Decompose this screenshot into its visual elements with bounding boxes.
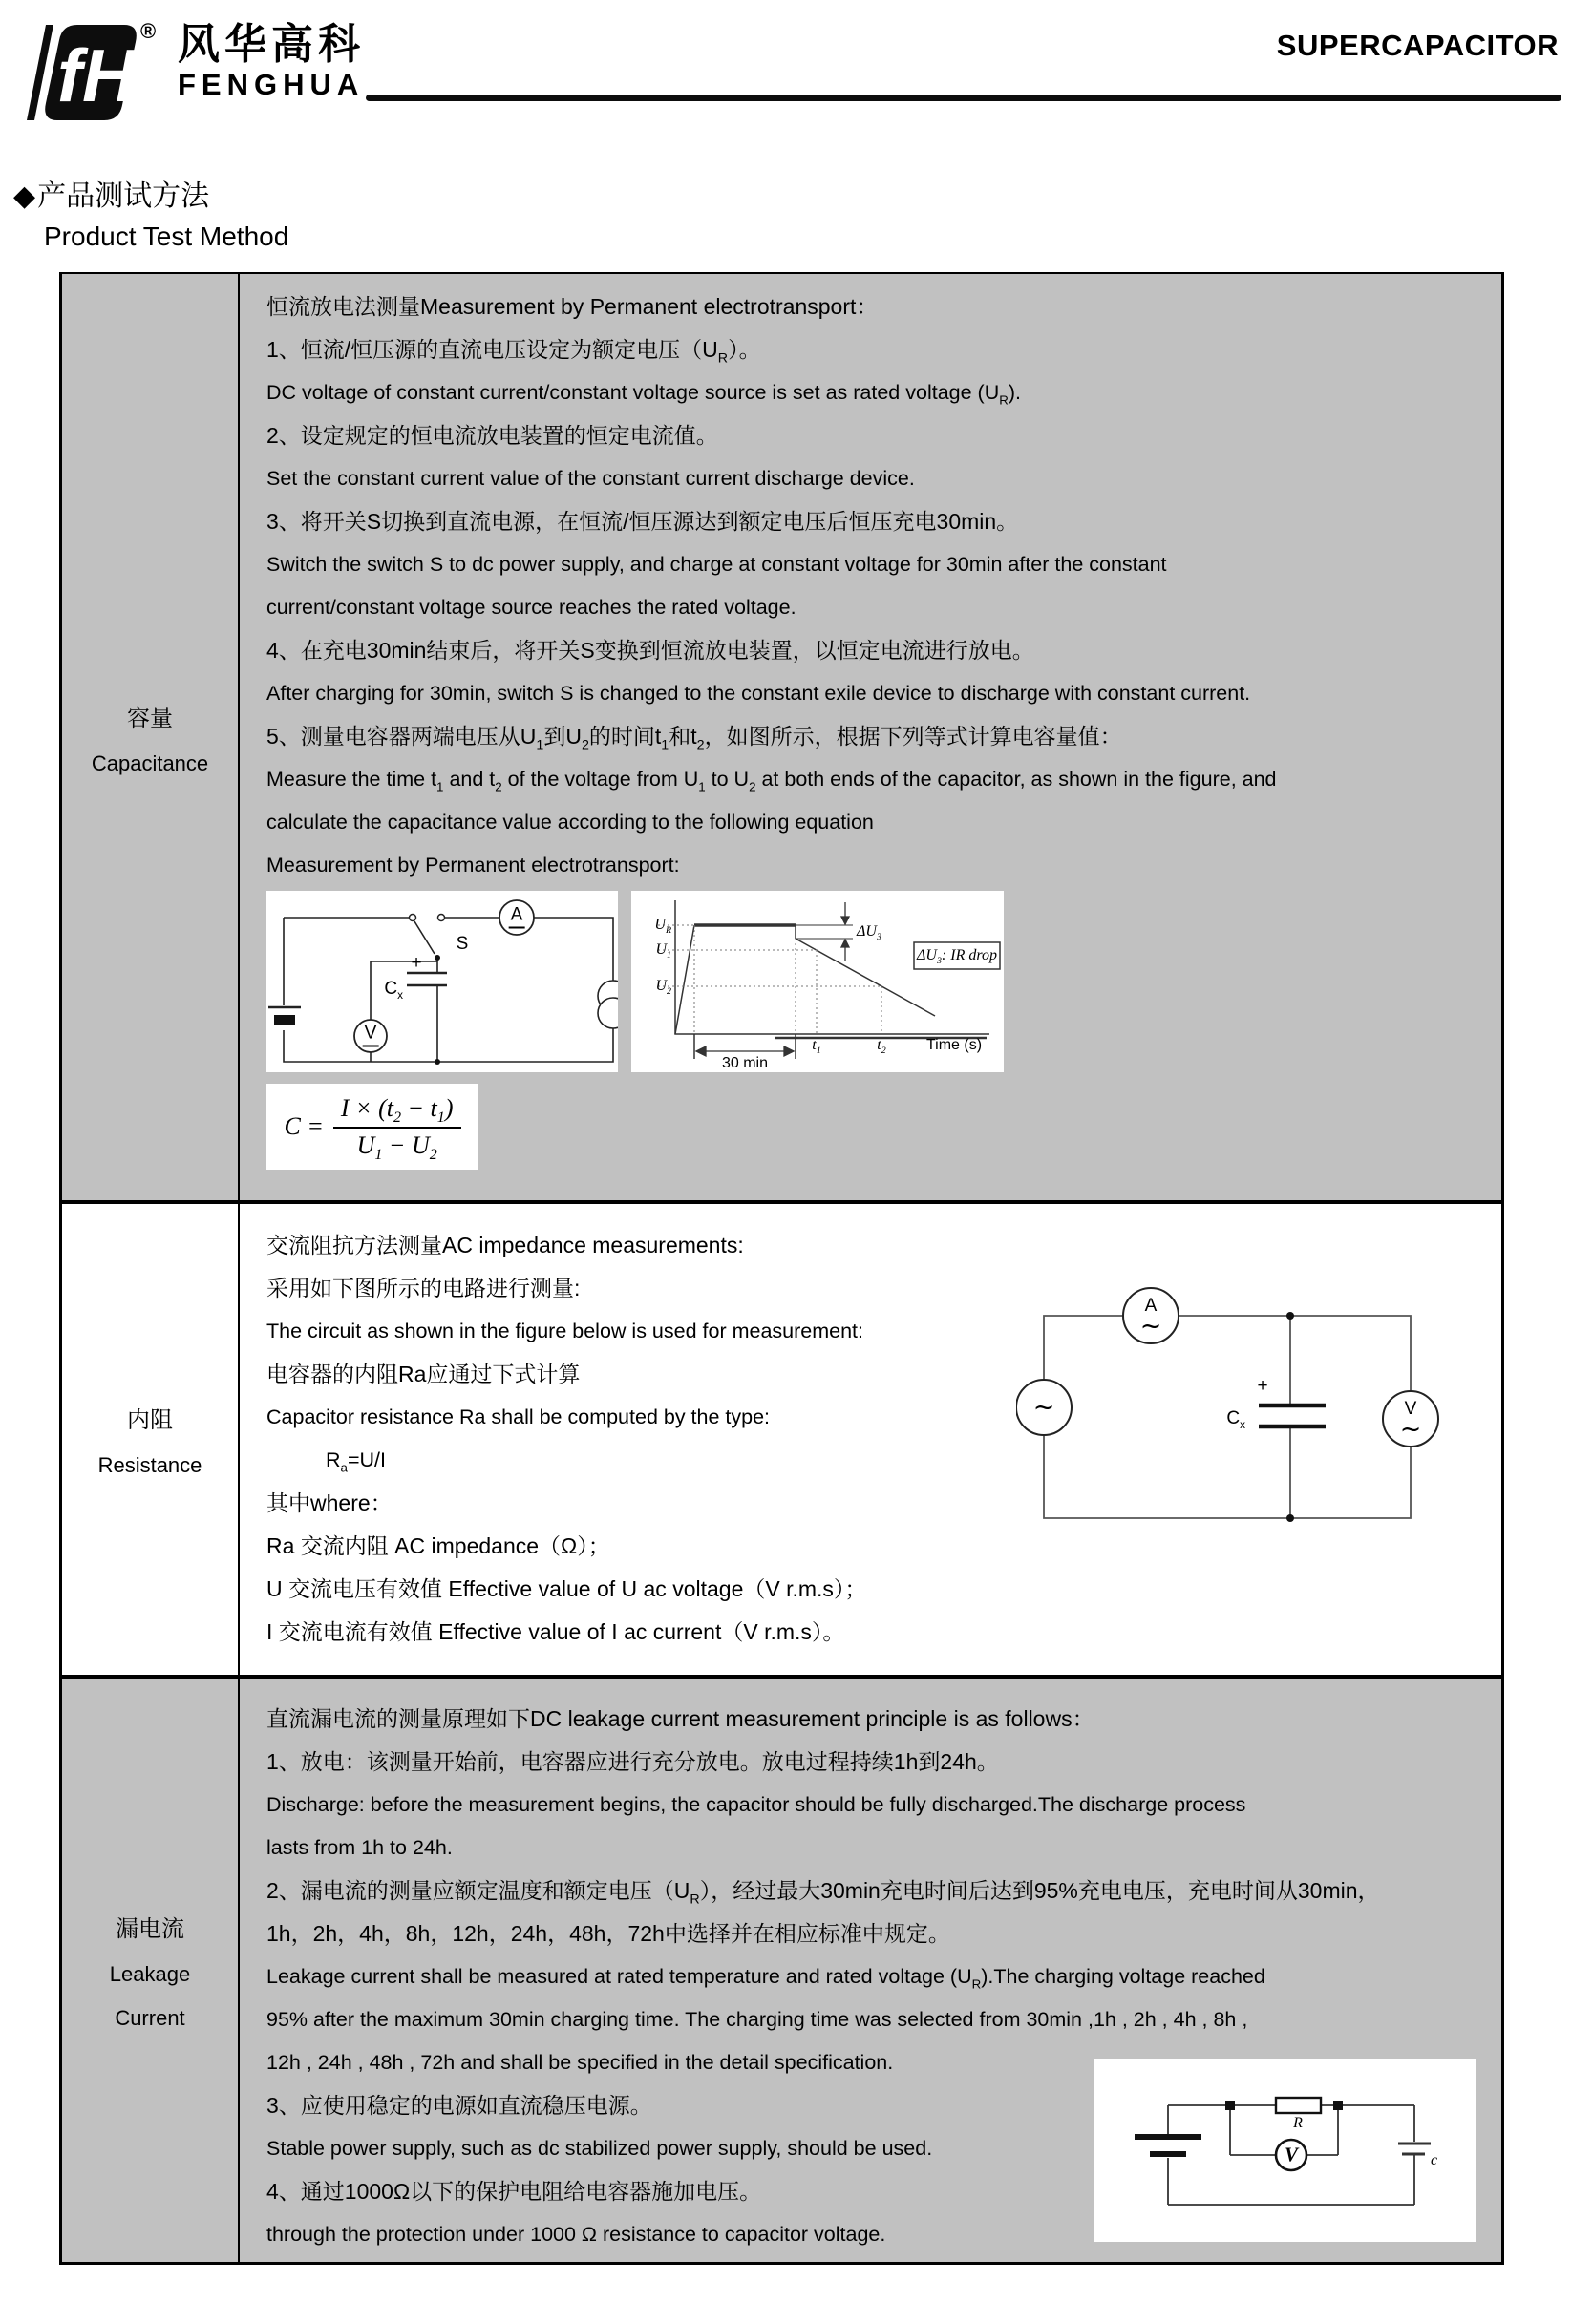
text-line: 恒流放电法测量Measurement by Permanent electrotransport： — [266, 294, 879, 319]
table-row-capacitance — [62, 274, 1501, 1200]
text-line: calculate the capacitance value according to the following equation — [266, 811, 874, 834]
row-label-resistance — [62, 1204, 240, 1675]
leakage-method-text — [240, 1679, 1501, 2262]
voltmeter-label: V — [363, 1024, 379, 1047]
graph-u2-label: $U_2$ — [655, 978, 671, 998]
formula-lhs: C = — [284, 1112, 324, 1140]
table-row-resistance — [62, 1200, 1501, 1675]
text-line: 5、测量电容器两端电压从$U_1$到$U_2$的时间$t_1$和$t_2$，如图所示，根据下列等式计算电容量值： — [266, 724, 1122, 753]
text-line: 直流漏电流的测量原理如下DC leakage current measurement principle is as follows： — [266, 1706, 1094, 1731]
capacitor-label: c — [1431, 2152, 1438, 2168]
header-divider — [366, 95, 1561, 101]
formula-numerator: $I \times (t_2 - t_1)$ — [333, 1094, 461, 1129]
text-line: Measurement by Permanent electrotransport: — [266, 854, 680, 877]
registered-trademark-icon: ® — [140, 19, 157, 43]
table-row-leakage-current — [62, 1675, 1501, 2262]
text-line: 3、应使用稳定的电源如直流稳压电源。 — [266, 2093, 652, 2118]
svg-text:fH: fH — [57, 33, 137, 117]
ammeter-label: A — [509, 905, 525, 929]
text-line: 其中where： — [266, 1490, 393, 1515]
text-line: through the protection under 1000 Ω resistance to capacitor voltage. — [266, 2223, 886, 2246]
text-line: Stable power supply, such as dc stabilized power supply, should be used. — [266, 2137, 933, 2160]
text-line: Leakage current shall be measured at rated temperature and rated voltage $(U_R).The$ charging voltage reached — [266, 1965, 1265, 1992]
circuit-shapes — [1016, 1279, 1450, 1528]
text-line: I 交流电流有效值 Effective value of I ac current（V r.m.s）。 — [266, 1619, 845, 1644]
voltmeter-label: V — [1404, 1399, 1417, 1419]
capacitor-label: $C_x$ — [384, 979, 403, 1002]
graph-ir-drop-label: $\Delta U_3$ — [857, 923, 881, 943]
logo-chinese-name: 风华高科 — [178, 21, 365, 68]
discharge-graph — [631, 891, 1004, 1072]
test-method-table — [59, 272, 1504, 2265]
graph-t2-label: $t_2$ — [877, 1037, 886, 1057]
text-line: 2、漏电流的测量应额定温度和额定电压$(U_R)$，经过最大30min充电时间后达到95%充电电压，充电时间从30min， — [266, 1878, 1380, 1908]
text-line: 2、设定规定的恒电流放电装置的恒定电流值。 — [266, 423, 718, 448]
circuit-shapes — [266, 891, 618, 1072]
text-line: current/constant voltage source reaches the rated voltage. — [266, 596, 796, 619]
text-line: 1、恒流/恒压源的直流电压设定为额定电压$(U_R)$。 — [266, 337, 761, 367]
row-label-en: Current — [115, 2006, 185, 2030]
ac-impedance-circuit-diagram — [1016, 1279, 1450, 1528]
row-label-zh: 漏电流 — [116, 1916, 184, 1942]
polarity-plus-label: + — [1257, 1376, 1268, 1396]
capacitance-paragraphs — [266, 285, 1484, 887]
fenghua-logo-glyph — [13, 21, 157, 120]
ac-wave-icon: ∼ — [1399, 1414, 1422, 1444]
text-line: 4、通过1000Ω以下的保护电阻给电容器施加电压。 — [266, 2179, 762, 2204]
graph-time-axis-label: Time (s) — [925, 1037, 983, 1053]
capacitance-formula — [266, 1084, 478, 1170]
text-line: 12h , 24h , 48h , 72h and shall be specified in the detail specification. — [266, 2051, 894, 2074]
switch-label: S — [456, 934, 469, 954]
row-label-zh: 内阻 — [127, 1407, 173, 1433]
voltmeter-label: V — [1284, 2143, 1299, 2166]
graph-ir-drop-note: $\Delta U_3$: IR drop — [917, 947, 997, 967]
graph-u1-label: $U_1$ — [655, 941, 671, 961]
text-line: Discharge: before the measurement begins, the capacitor should be fully discharged.The discharge process — [266, 1793, 1246, 1816]
capacitance-figures — [266, 891, 1484, 1072]
diamond-bullet-icon: ◆ — [13, 180, 36, 212]
graph-rated-voltage-label: $U_R$ — [654, 917, 671, 937]
text-line: The circuit as shown in the figure below is used for measurement: — [266, 1320, 863, 1342]
text-line: 1、放电：该测量开始前，电容器应进行充分放电。放电过程持续1h到24h。 — [266, 1749, 999, 1774]
graph-t1-label: $t_1$ — [812, 1037, 821, 1057]
fenghua-logo-icon — [13, 21, 157, 120]
row-label-en: Leakage — [109, 1962, 191, 1986]
ac-wave-icon: ∼ — [1139, 1311, 1162, 1341]
capacitor-label: $C_x$ — [1226, 1408, 1245, 1431]
row-label-leakage-current — [62, 1679, 240, 2262]
logo-latin-name: FENGHUA — [178, 68, 365, 101]
resistance-method-text — [240, 1204, 1501, 1675]
text-line: 交流阻抗方法测量AC impedance measurements: — [266, 1233, 744, 1257]
text-line: 95% after the maximum 30min charging time. The charging time was selected from 30min ,1h , 2h , 4h , 8h , — [266, 2008, 1248, 2031]
text-line: U 交流电压有效值 Effective value of U ac voltage（V r.m.s）； — [266, 1576, 867, 1601]
formula-fraction — [333, 1093, 461, 1163]
row-label-zh: 容量 — [127, 705, 173, 731]
ammeter-label: A — [1144, 1296, 1158, 1316]
text-line: DC voltage of constant current/constant voltage source is set as rated voltage $(U_R)$. — [266, 381, 1022, 408]
polarity-plus-label: + — [411, 953, 422, 973]
text-line: 1h，2h，4h，8h，12h，24h，48h，72h中选择并在相应标准中规定。 — [266, 1921, 950, 1946]
resistor-label: R — [1293, 2115, 1303, 2131]
text-line: Capacitor resistance Ra shall be computed by the type: — [266, 1405, 771, 1428]
row-label-en: Resistance — [97, 1453, 202, 1477]
text-line: Measure the time $t_1$ and $t_2$ of the voltage from $U_1$ to $U_2$ at both ends of the capacitor, as shown in the figure, and — [266, 768, 1277, 794]
text-line: 采用如下图所示的电路进行测量: — [266, 1276, 581, 1300]
graph-30min-label: 30 min — [721, 1055, 769, 1071]
text-line: Ra 交流内阻 AC impedance（Ω）； — [266, 1533, 610, 1558]
text-line: $R_a=U/I$ — [326, 1448, 386, 1475]
ac-source-icon: ∼ — [1032, 1392, 1055, 1422]
fenghua-logo — [13, 21, 365, 120]
capacitance-method-text — [240, 274, 1501, 1200]
section-title-zh: ◆产品测试方法 — [13, 180, 210, 212]
leakage-test-circuit-diagram — [1094, 2059, 1476, 2242]
text-line: 4、在充电30min结束后，将开关S变换到恒流放电装置，以恒定电流进行放电。 — [266, 638, 1034, 663]
text-line: After charging for 30min, switch S is changed to the constant exile device to discharge with constant current. — [266, 682, 1251, 705]
text-line: Switch the switch S to dc power supply, and charge at constant voltage for 30min after the constant — [266, 553, 1167, 576]
row-label-capacitance — [62, 274, 240, 1200]
row-label-en: Capacitance — [91, 750, 209, 775]
charge-discharge-circuit-diagram — [266, 891, 618, 1072]
text-line: 3、将开关S切换到直流电源，在恒流/恒压源达到额定电压后恒压充电30min。 — [266, 509, 1019, 534]
text-line: Set the constant current value of the constant current discharge device. — [266, 467, 915, 490]
formula-denominator: $U_1 - U_2$ — [356, 1130, 437, 1163]
text-line: lasts from 1h to 24h. — [266, 1836, 453, 1859]
section-title-en: Product Test Method — [44, 222, 289, 251]
page-title: SUPERCAPACITOR — [1276, 29, 1559, 62]
text-line: 电容器的内阻Ra应通过下式计算 — [266, 1362, 581, 1386]
